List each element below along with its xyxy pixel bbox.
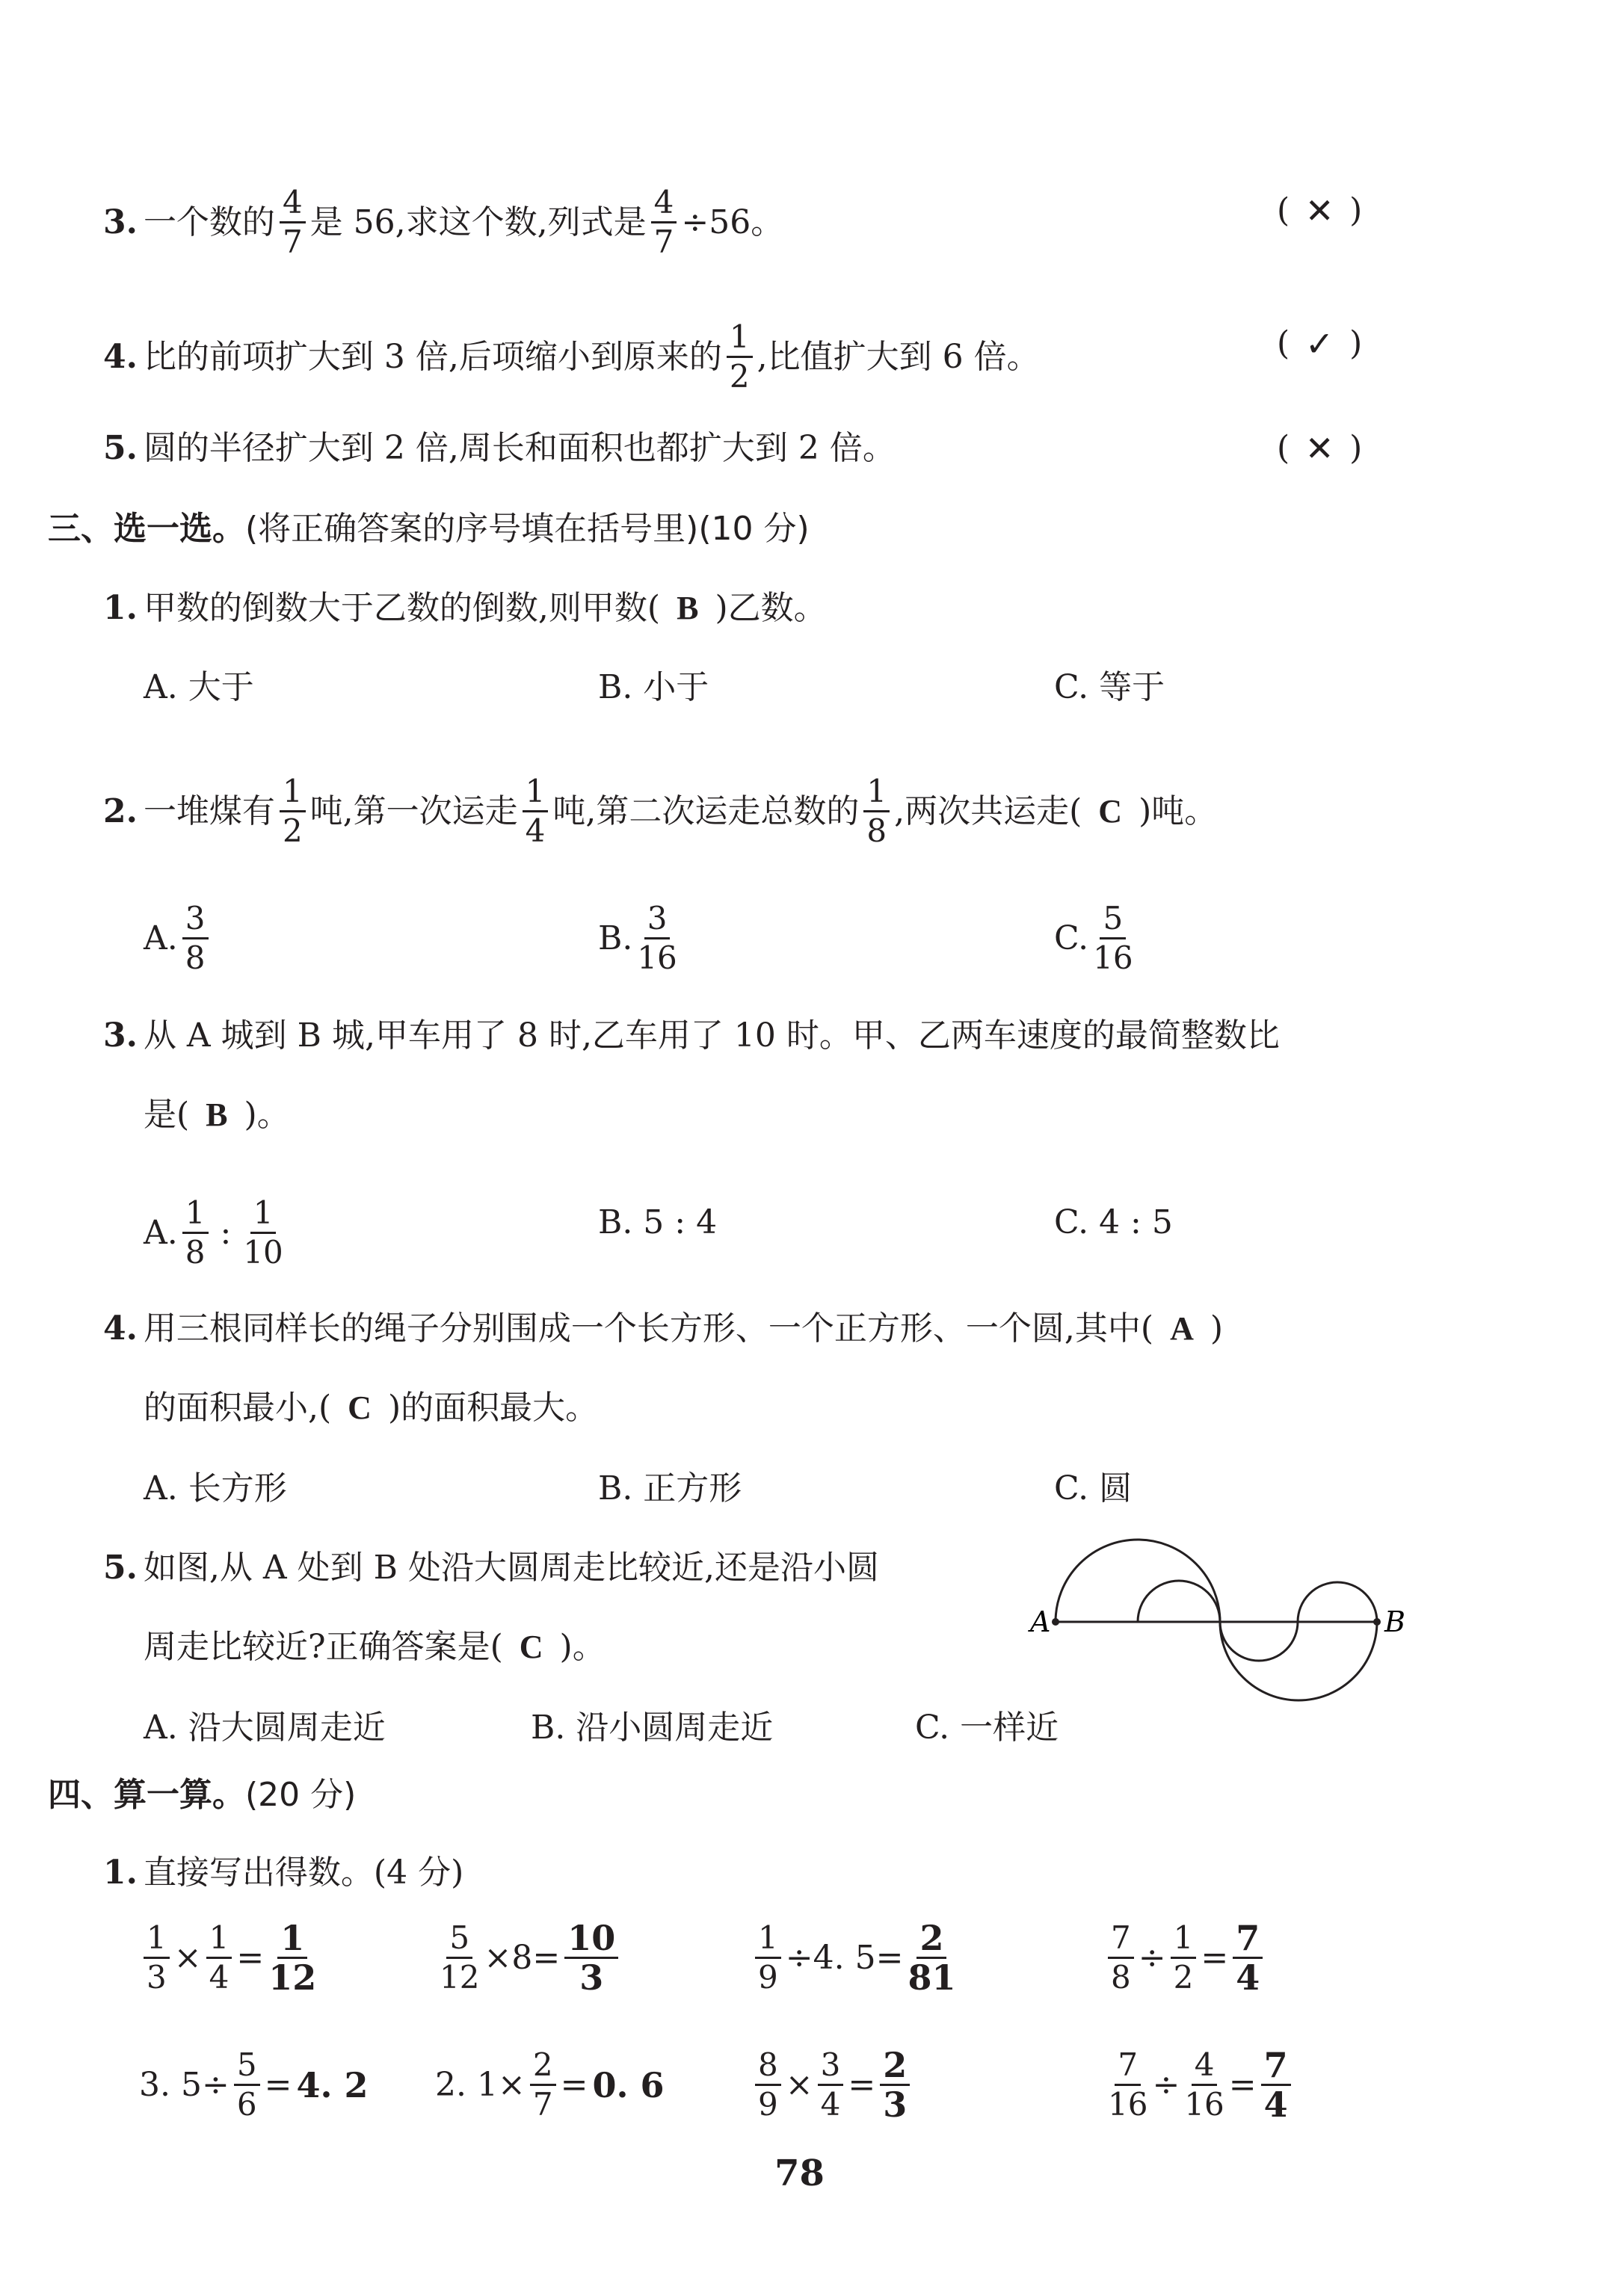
- option-a: A. 长方形: [144, 1469, 287, 1507]
- question-text: ,两次共运走(: [894, 791, 1082, 830]
- fraction: [755, 2048, 781, 2122]
- question-text: 用三根同样长的绳子分别围成一个长方形、一个正方形、一个圆,其中(: [143, 1309, 1154, 1348]
- choice-question-1: [103, 586, 827, 631]
- denominator: 4: [820, 2086, 841, 2123]
- calc-item: [751, 1918, 960, 1998]
- paren-close: ): [1349, 324, 1363, 362]
- numerator: 3: [818, 2048, 844, 2086]
- large-semicircle-upper: [1056, 1540, 1220, 1622]
- question-number: 4.: [103, 1309, 138, 1348]
- cross-mark: ✕: [1304, 428, 1334, 469]
- fraction: [182, 1196, 209, 1270]
- numerator: 1: [206, 1921, 232, 1959]
- judge-question-4: [103, 320, 1040, 394]
- denominator: 8: [1111, 1959, 1131, 1996]
- question-text: ,比值扩大到 6 倍。: [757, 337, 1040, 376]
- numerator: 7: [1261, 2048, 1291, 2086]
- question-text: 一个数的: [143, 203, 275, 241]
- fraction: [1184, 2048, 1224, 2122]
- question-number: 4.: [103, 337, 138, 376]
- numerator: 7: [1115, 2048, 1141, 2086]
- option-b: B. 小于: [598, 668, 709, 706]
- numerator: 3: [644, 901, 671, 939]
- section-4-heading: [48, 1773, 356, 1818]
- option-b: B. 沿小圆周走近: [531, 1709, 774, 1747]
- numerator: 1: [1171, 1921, 1197, 1959]
- question-text: 吨,第二次运走总数的: [552, 791, 860, 830]
- paren-close: ): [1349, 429, 1363, 467]
- question-text: )吨。: [1139, 791, 1218, 830]
- fraction: [206, 1921, 232, 1995]
- option-label: A.: [144, 919, 178, 957]
- answer-value: 0. 6: [592, 2064, 665, 2105]
- denominator: 7: [532, 2086, 553, 2123]
- numerator: 1: [250, 1196, 277, 1234]
- numerator: 5: [234, 2048, 260, 2086]
- page-number: 78: [774, 2152, 825, 2194]
- equals-sign: =: [1201, 1939, 1229, 1977]
- numerator: 10: [564, 1921, 618, 1959]
- question-text: ): [1210, 1309, 1224, 1348]
- answer-fraction: [880, 2045, 910, 2125]
- equals-sign: =: [1228, 2066, 1257, 2104]
- operator: ÷: [1138, 1939, 1166, 1977]
- choice-question-3: [103, 1013, 1280, 1058]
- calc-item: [1103, 2045, 1295, 2125]
- question-text: )乙数。: [715, 589, 827, 627]
- operator: ÷: [1152, 2066, 1180, 2104]
- question-text: 周走比较近?正确答案是(: [144, 1628, 503, 1666]
- option-a: A. 沿大圆周走近: [144, 1709, 386, 1747]
- fraction: [755, 1921, 781, 1995]
- small-semicircle-2: [1220, 1622, 1298, 1661]
- question-text: 吨,第一次运走: [309, 791, 518, 830]
- denominator: 6: [236, 2086, 257, 2123]
- option-label: A.: [144, 1213, 178, 1252]
- circles-figure: [1017, 1525, 1405, 1719]
- choice-question-4-cont: [144, 1386, 598, 1431]
- question-text: 比的前项扩大到 3 倍,后项缩小到原来的: [143, 337, 722, 376]
- denominator: 4: [1236, 1957, 1260, 1998]
- question-text: 从 A 城到 B 城,甲车用了 8 时,乙车用了 10 时。甲、乙两车速度的最简整数比: [143, 1016, 1280, 1055]
- section-3-heading: [48, 507, 810, 552]
- denominator: 7: [653, 223, 674, 260]
- denominator: 4: [525, 812, 546, 849]
- calc-item: [139, 2048, 368, 2122]
- question-text: 圆的半径扩大到 2 倍,周长和面积也都扩大到 2 倍。: [143, 429, 896, 467]
- operator: ÷4. 5: [785, 1939, 876, 1977]
- option-a: [144, 901, 213, 975]
- calc-item: [751, 2045, 914, 2125]
- ratio-colon: :: [220, 1213, 232, 1252]
- option-c: C. 一样近: [915, 1709, 1059, 1747]
- question-text: )的面积最大。: [387, 1389, 599, 1427]
- judge-question-5: [103, 426, 896, 471]
- point-b: [1373, 1618, 1381, 1626]
- judge-answer-4: [1277, 321, 1362, 366]
- numerator: 5: [1100, 901, 1126, 939]
- answer-fraction: [1233, 1918, 1263, 1998]
- choice-question-3-cont: [144, 1093, 290, 1138]
- option-label: C.: [1054, 919, 1089, 957]
- expression-text: 3. 5÷: [139, 2066, 229, 2104]
- section-note: (20 分): [245, 1776, 357, 1814]
- answer-letter: C: [348, 1389, 372, 1426]
- denominator: 3: [579, 1957, 604, 1998]
- option-b: [598, 901, 682, 975]
- denominator: 2: [729, 358, 750, 395]
- judge-answer-3: [1277, 188, 1362, 233]
- fraction: [440, 1921, 479, 1995]
- denominator: 4: [1263, 2084, 1288, 2125]
- judge-question-3: [103, 185, 783, 259]
- question-number: 2.: [103, 791, 138, 830]
- cross-mark: ✕: [1304, 191, 1334, 231]
- answer-letter: B: [677, 590, 699, 626]
- answer-value: 4. 2: [296, 2064, 369, 2105]
- numerator: 1: [277, 1921, 307, 1959]
- option-label: B.: [598, 919, 633, 957]
- answer-fraction: [1261, 2045, 1291, 2125]
- large-semicircle-lower: [1220, 1622, 1377, 1700]
- denominator: 9: [758, 1959, 778, 1996]
- denominator: 12: [440, 1959, 480, 1996]
- fraction: [182, 901, 209, 975]
- option-c: [1054, 901, 1138, 975]
- point-a: [1052, 1618, 1059, 1626]
- denominator: 7: [282, 223, 303, 260]
- denominator: 3: [883, 2084, 908, 2125]
- denominator: 8: [185, 1234, 206, 1271]
- small-semicircle-1: [1138, 1581, 1220, 1622]
- fraction: [530, 2048, 556, 2122]
- denominator: 4: [209, 1959, 229, 1996]
- question-number: 5.: [103, 1549, 138, 1587]
- denominator: 9: [758, 2086, 778, 2123]
- question-text: ÷56。: [681, 203, 784, 241]
- numerator: 1: [280, 774, 306, 812]
- fraction: [1108, 1921, 1134, 1995]
- question-number: 1.: [103, 589, 138, 627]
- denominator: 10: [243, 1234, 283, 1271]
- numerator: 5: [446, 1921, 472, 1959]
- fraction: [1108, 2048, 1147, 2122]
- numerator: 1: [863, 774, 890, 812]
- numerator: 7: [1233, 1921, 1263, 1959]
- section-title: 四、算一算。: [48, 1776, 245, 1814]
- option-b: B. 正方形: [598, 1469, 742, 1507]
- operator: ×8: [484, 1939, 533, 1977]
- numerator: 2: [530, 2048, 556, 2086]
- option-a: A. 大于: [144, 668, 254, 706]
- denominator: 8: [185, 939, 206, 976]
- answer-letter: C: [519, 1629, 543, 1665]
- denominator: 12: [268, 1957, 317, 1998]
- section-note: (将正确答案的序号填在括号里)(10 分): [245, 510, 810, 548]
- numerator: 8: [755, 2048, 781, 2086]
- judge-answer-5: [1277, 426, 1362, 471]
- question-number: 1.: [103, 1854, 138, 1892]
- question-number: 3.: [103, 203, 138, 241]
- calc-item: [435, 1918, 623, 1998]
- answer-letter: A: [1170, 1310, 1194, 1347]
- answer-fraction: [908, 1918, 956, 1998]
- question-text: 直接写出得数。(4 分): [143, 1854, 464, 1892]
- check-mark: ✓: [1304, 324, 1334, 364]
- option-c: C. 等于: [1054, 668, 1165, 706]
- numerator: 1: [523, 774, 549, 812]
- operator: ×: [785, 2066, 813, 2104]
- calc-item: [139, 1918, 321, 1998]
- equals-sign: =: [236, 1939, 265, 1977]
- option-c: C. 圆: [1054, 1469, 1133, 1507]
- answer-letter: C: [1098, 792, 1123, 830]
- answer-letter: B: [206, 1096, 228, 1133]
- question-number: 3.: [103, 1016, 138, 1055]
- paren-close: ): [1349, 191, 1363, 229]
- denominator: 2: [282, 812, 303, 849]
- denominator: 3: [147, 1959, 167, 1996]
- paren-open: (: [1277, 191, 1290, 229]
- choice-question-5-cont: [144, 1625, 606, 1670]
- calc-item: [1103, 1918, 1267, 1998]
- fraction: [818, 2048, 844, 2122]
- answer-fraction: [564, 1918, 618, 1998]
- equals-sign: =: [560, 2066, 588, 2104]
- label-b: B: [1384, 1605, 1405, 1638]
- expression-text: 2. 1×: [435, 2066, 526, 2104]
- numerator: 4: [651, 185, 677, 223]
- paren-open: (: [1277, 324, 1290, 362]
- section-title: 三、选一选。: [48, 510, 245, 548]
- numerator: 2: [916, 1921, 946, 1959]
- equals-sign: =: [532, 1939, 561, 1977]
- option-b: B. 5 : 4: [598, 1203, 718, 1241]
- denominator: 16: [1093, 939, 1133, 976]
- question-text: )。: [559, 1628, 606, 1666]
- label-a: A: [1030, 1605, 1051, 1638]
- choice-question-4: [103, 1306, 1223, 1351]
- numerator: 1: [755, 1921, 781, 1959]
- question-text: )。: [244, 1096, 290, 1134]
- numerator: 4: [1192, 2048, 1218, 2086]
- calc-question-1: [103, 1851, 463, 1895]
- denominator: 2: [1173, 1959, 1194, 1996]
- question-text: 甲数的倒数大于乙数的倒数,则甲数(: [143, 589, 661, 627]
- numerator: 4: [280, 185, 306, 223]
- choice-question-2: [103, 774, 1217, 848]
- option-a: [144, 1196, 288, 1270]
- numerator: 2: [880, 2048, 910, 2086]
- fraction: [234, 2048, 260, 2122]
- numerator: 3: [182, 901, 209, 939]
- option-c: C. 4 : 5: [1054, 1203, 1173, 1241]
- question-number: 5.: [103, 429, 138, 467]
- fraction: [523, 774, 549, 848]
- question-text: 是(: [144, 1096, 190, 1134]
- question-text: 的面积最小,(: [144, 1389, 332, 1427]
- fraction: [280, 774, 306, 848]
- denominator: 16: [637, 939, 677, 976]
- equals-sign: =: [875, 1939, 904, 1977]
- equals-sign: =: [848, 2066, 876, 2104]
- operator: ×: [173, 1939, 202, 1977]
- numerator: 1: [144, 1921, 170, 1959]
- fraction: [651, 185, 677, 259]
- paren-open: (: [1277, 429, 1290, 467]
- numerator: 1: [182, 1196, 209, 1234]
- equals-sign: =: [264, 2066, 292, 2104]
- fraction: [243, 1196, 283, 1270]
- fraction: [637, 901, 677, 975]
- numerator: 7: [1108, 1921, 1134, 1959]
- fraction: [863, 774, 890, 848]
- fraction: [1171, 1921, 1197, 1995]
- denominator: 81: [908, 1957, 956, 1998]
- fraction: [727, 320, 753, 394]
- denominator: 16: [1108, 2086, 1148, 2123]
- small-semicircle-3: [1298, 1582, 1377, 1622]
- answer-fraction: [268, 1918, 317, 1998]
- question-text: 如图,从 A 处到 B 处沿大圆周走比较近,还是沿小圆: [143, 1549, 879, 1587]
- question-text: 一堆煤有: [143, 791, 275, 830]
- question-text: 是 56,求这个数,列式是: [309, 203, 647, 241]
- fraction: [1093, 901, 1133, 975]
- denominator: 8: [866, 812, 887, 849]
- calc-item: [435, 2048, 664, 2122]
- fraction: [280, 185, 306, 259]
- denominator: 16: [1184, 2086, 1224, 2123]
- fraction: [144, 1921, 170, 1995]
- numerator: 1: [727, 320, 753, 358]
- choice-question-5: [103, 1546, 879, 1590]
